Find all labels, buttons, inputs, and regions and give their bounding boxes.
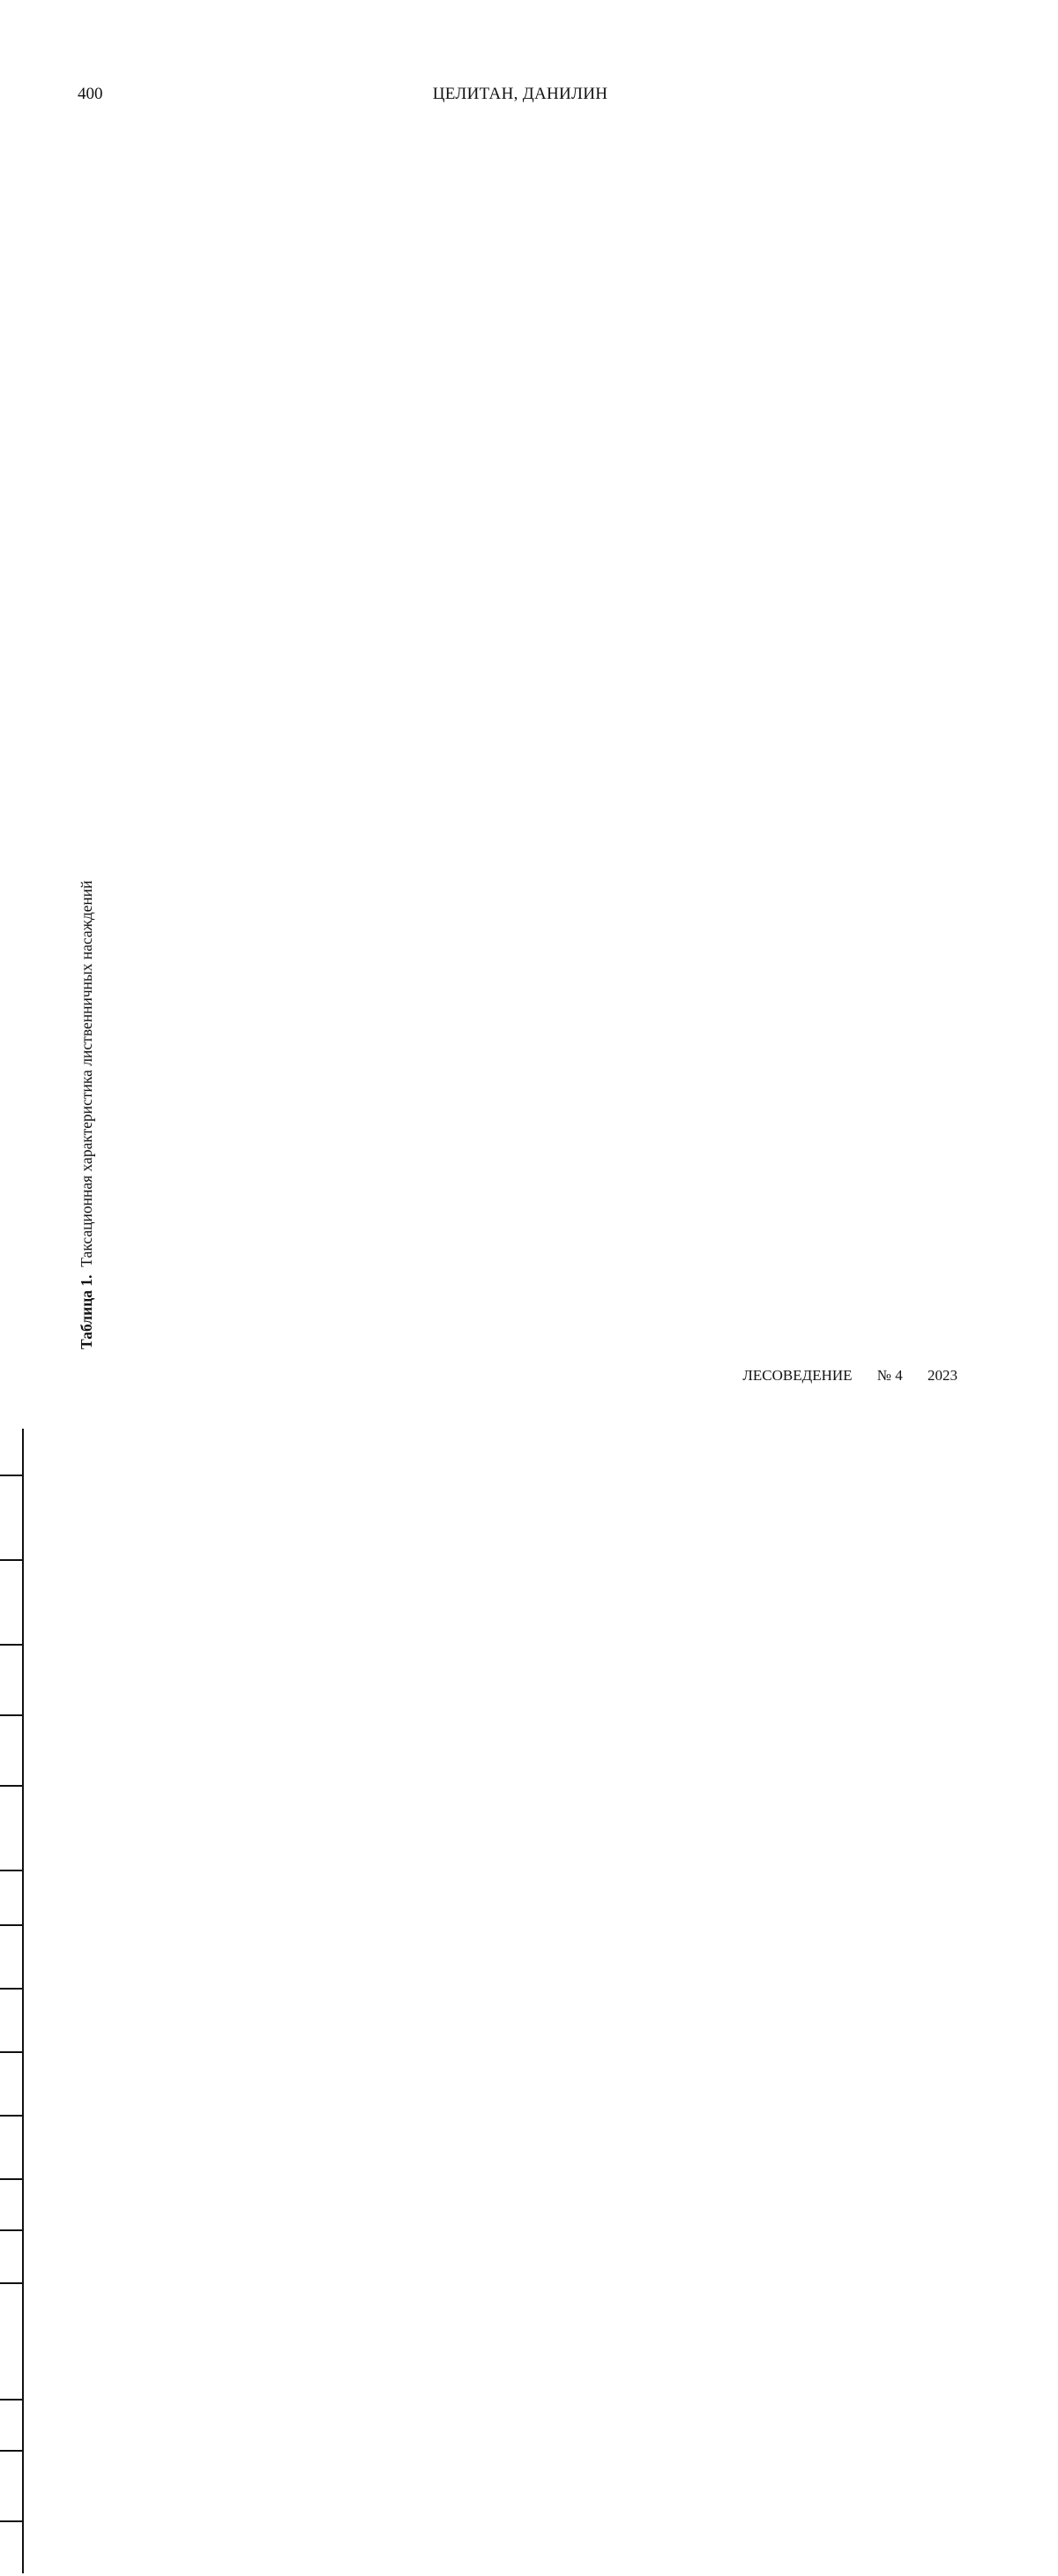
table-cell-inc-current: [0, 1561, 22, 1646]
table-cell-diameter: [0, 2053, 22, 2117]
footer-journal: ЛЕСОВЕДЕНИЕ: [742, 1367, 853, 1384]
table-cell-sc-mean: [0, 1716, 22, 1787]
table-bottom-rule: [22, 1429, 24, 2573]
table-cell-inc-mean: [0, 1476, 22, 1561]
table-cell-mortality: [0, 1429, 22, 1476]
table-cell-composition: [0, 2452, 22, 2522]
table-cell-ground-cover: [0, 2284, 22, 2401]
table-cell-plot: [0, 2522, 22, 2573]
table-cell-age: [0, 2180, 22, 2231]
page-number: 400: [78, 85, 103, 103]
footer-issue: № 4: [876, 1367, 903, 1384]
table-rotated-frame: [0, 1351, 99, 2573]
table-cell-species: [0, 2231, 22, 2284]
table-cell-sc-current: [0, 1787, 22, 1871]
table-cell-site-class: [0, 2401, 22, 2452]
page-footer: [721, 1367, 957, 1385]
table-cell-height: [0, 2117, 22, 2180]
table-caption-text: Таксационная характеристика лиственничных насаждений: [78, 880, 95, 1267]
data-table: [0, 1351, 99, 2573]
footer-year: 2023: [928, 1367, 957, 1384]
page-header: [78, 85, 963, 111]
table-cell-total-productivity: [0, 1646, 22, 1716]
table-cell-trees: [0, 1990, 22, 2053]
table-cell-basal-area: [0, 1926, 22, 1990]
running-title: ЦЕЛИТАН, ДАНИЛИН: [432, 85, 608, 103]
table-cell-stock: [0, 1871, 22, 1926]
table-caption: [78, 115, 96, 1349]
table-caption-label: Таблица 1.: [78, 1274, 95, 1349]
